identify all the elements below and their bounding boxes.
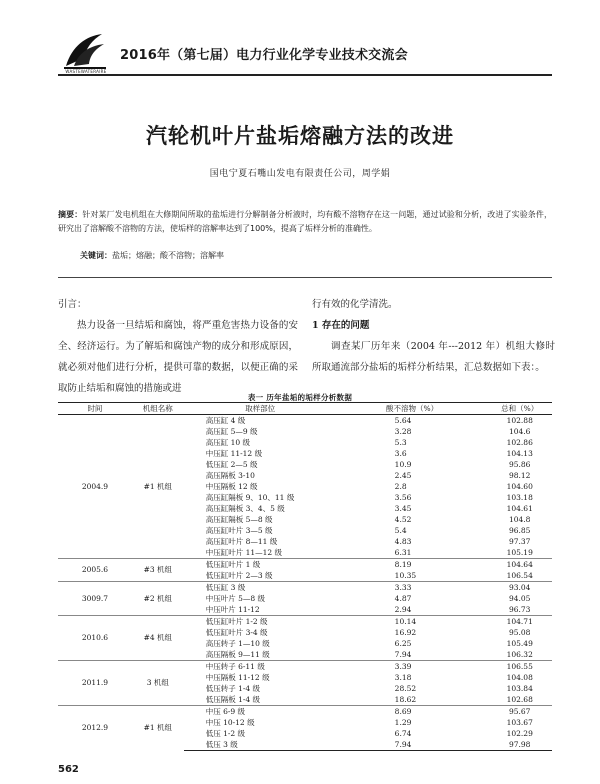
col-header-total: 总和（%）: [487, 403, 552, 415]
cell-part: 高压隔板 3-10: [205, 470, 255, 480]
section-rule: [58, 277, 552, 278]
cell-insoluble: 3.39: [337, 661, 488, 673]
cell-insoluble: 5.64: [394, 415, 412, 425]
cell-part: 低压隔板 1-4 级: [205, 694, 261, 704]
cell-part: 高压缸隔板 9、10、11 级: [205, 492, 295, 502]
section-1-paragraph: 调查某厂历年来（2004 年---2012 年）机组大修时所取通流部分盐垢的垢样分析结果，汇总数据如下表：。: [312, 341, 555, 373]
keywords-text: 盐垢；熔融；酸不溶物；溶解率: [112, 251, 224, 260]
cell-unit: #1 机组: [143, 481, 173, 491]
cell-part: 低压 1-2 级: [205, 728, 246, 738]
cell-date: 2005.6: [58, 559, 132, 582]
table-row: [58, 415, 552, 427]
cell-part: 高压缸隔板 3、4、5 级: [205, 503, 285, 513]
header-rule: [58, 74, 552, 76]
cell-insoluble: 4.83: [394, 536, 412, 546]
logo-text: WASTEWATERAIRE: [65, 69, 107, 74]
keywords-label: 关键词：: [80, 251, 112, 260]
cell-insoluble: 4.52: [394, 514, 412, 524]
cell-date: 2010.6: [58, 616, 132, 661]
cell-insoluble: 3.18: [394, 672, 412, 682]
cell-insoluble: 18.62: [394, 694, 417, 704]
cell-unit: #2 机组: [132, 582, 184, 616]
cell-total: 104.60: [506, 481, 533, 491]
cell-part: 低压缸 2—5 级: [205, 459, 258, 469]
cell-insoluble: 3.28: [394, 426, 412, 436]
cell-total: 106.55: [487, 661, 552, 673]
paper-title: 汽轮机叶片盐垢熔融方法的改进: [146, 124, 454, 148]
cell-total: 104.6: [508, 426, 531, 436]
cell-total: 102.29: [506, 728, 533, 738]
cell-total: 104.13: [506, 448, 533, 458]
cell-total: 95.08: [508, 627, 531, 637]
cell-insoluble: 8.19: [337, 559, 488, 571]
table-row: [58, 559, 552, 571]
table-row: [58, 582, 552, 594]
cell-total: 106.32: [506, 649, 533, 659]
cell-part: 高压缸隔板 5—8 级: [205, 514, 273, 524]
cell-total: 96.73: [508, 604, 531, 614]
col-header-part: 取样部位: [184, 403, 337, 415]
cell-part: 中压转子 6-11 级: [184, 661, 337, 673]
cell-total: 104.61: [506, 503, 533, 513]
col-header-insoluble: 酸不溶物（%）: [337, 403, 488, 415]
cell-date: 2004.9: [81, 481, 109, 491]
cell-unit: #3 机组: [132, 559, 184, 582]
cell-part: 低压缸叶片 2—3 级: [205, 570, 273, 580]
left-column: [58, 294, 298, 399]
cell-insoluble: 16.92: [394, 627, 417, 637]
abstract-label: 摘要：: [58, 210, 83, 219]
cell-insoluble: 4.87: [394, 593, 412, 603]
cell-total: 94.05: [508, 593, 531, 603]
cell-part: 低压缸叶片 3-4 级: [205, 627, 268, 637]
cell-date: 3009.7: [58, 582, 132, 616]
cell-total: 95.86: [508, 459, 531, 469]
cell-part: 中压 10-12 级: [205, 717, 255, 727]
cell-part: 高压缸叶片 8—11 级: [205, 536, 278, 546]
keywords: [80, 250, 224, 261]
cell-part: 高压转子 1—10 级: [205, 638, 270, 648]
cell-part: 中压隔板 12 级: [205, 481, 258, 491]
intro-continuation: 行有效的化学清洗。: [312, 299, 398, 310]
cell-total: 105.49: [506, 638, 533, 648]
conference-logo: [62, 28, 108, 72]
cell-insoluble: 3.56: [394, 492, 412, 502]
cell-part: 低压缸叶片 1 级: [184, 559, 337, 571]
cell-insoluble: 5.3: [394, 437, 407, 447]
cell-insoluble: 2.45: [394, 470, 412, 480]
cell-part: 中压缸叶片 11—12 级: [205, 547, 283, 557]
cell-insoluble: 2.8: [394, 481, 407, 491]
cell-unit: 3 机组: [132, 661, 184, 706]
cell-total: 98.12: [508, 470, 531, 480]
cell-insoluble: 10.9: [394, 459, 412, 469]
scale-analysis-table: [58, 402, 552, 751]
cell-unit: #1 机组: [132, 706, 184, 751]
cell-total: 97.98: [487, 739, 552, 751]
table-header-row: [58, 403, 552, 415]
table-row: [58, 616, 552, 628]
page-number: 562: [58, 764, 79, 775]
cell-total: 102.86: [506, 437, 533, 447]
cell-date: 2012.9: [58, 706, 132, 751]
cell-total: 104.64: [487, 559, 552, 571]
col-header-unit: 机组名称: [132, 403, 184, 415]
table-row: [58, 661, 552, 673]
cell-insoluble: 7.94: [337, 739, 488, 751]
cell-total: 102.88: [506, 415, 533, 425]
cell-total: 97.37: [508, 536, 531, 546]
cell-insoluble: 5.4: [394, 525, 407, 535]
cell-insoluble: 6.31: [394, 547, 412, 557]
cell-total: 106.54: [506, 570, 533, 580]
conference-title: 2016年（第七届）电力行业化学专业技术交流会: [120, 48, 408, 63]
cell-part: 中压隔板 11-12 级: [205, 672, 270, 682]
cell-part: 高压缸 4 级: [205, 415, 246, 425]
cell-part: 中压 6-9 级: [184, 706, 337, 718]
cell-part: 高压缸 10 级: [205, 437, 251, 447]
col-header-date: 时间: [58, 403, 132, 415]
cell-insoluble: 1.29: [394, 717, 412, 727]
cell-part: 中压叶片 11-12: [205, 604, 260, 614]
intro-paragraph: 热力设备一旦结垢和腐蚀，将严重危害热力设备的安全、经济运行。为了解垢和腐蚀产物的成分和形成原因，就必须对他们进行分析，提供可靠的数据，以便正确的采取防止结垢和腐蚀的措施或进: [58, 320, 298, 394]
table-row: [58, 706, 552, 718]
cell-insoluble: 6.74: [394, 728, 412, 738]
cell-insoluble: 3.33: [337, 582, 488, 594]
abstract: [58, 208, 552, 236]
cell-total: 104.71: [487, 616, 552, 628]
right-column: [312, 294, 555, 378]
cell-insoluble: 10.14: [337, 616, 488, 628]
cell-total: 104.08: [506, 672, 533, 682]
cell-unit: #4 机组: [132, 616, 184, 661]
cell-part: 中压叶片 5—8 级: [205, 593, 266, 603]
cell-insoluble: 3.6: [394, 448, 407, 458]
cell-total: 95.67: [487, 706, 552, 718]
cell-insoluble: 3.45: [394, 503, 412, 513]
cell-part: 低压转子 1-4 级: [205, 683, 261, 693]
cell-total: 105.19: [506, 547, 533, 557]
cell-part: 低压 3 级: [184, 739, 337, 751]
cell-part: 高压缸 5—9 级: [205, 426, 258, 436]
cell-part: 低压缸叶片 1-2 级: [184, 616, 337, 628]
cell-part: 低压缸 3 级: [184, 582, 337, 594]
cell-total: 103.18: [506, 492, 533, 502]
intro-heading: 引言：: [58, 299, 87, 310]
table-caption: 表一 历年盐垢的垢样分析数据: [247, 393, 353, 402]
cell-insoluble: 8.69: [337, 706, 488, 718]
cell-total: 103.84: [506, 683, 533, 693]
cell-insoluble: 7.94: [394, 649, 412, 659]
cell-insoluble: 28.52: [394, 683, 417, 693]
section-1-heading: 1 存在的问题: [312, 320, 370, 331]
cell-total: 103.67: [506, 717, 533, 727]
cell-total: 93.04: [487, 582, 552, 594]
abstract-text: 针对某厂发电机组在大修期间所取的盐垢进行分解制备分析液时，均有酸不溶物存在这一问题，通过试验和分析，改进了实验条件，研究出了溶解酸不溶物的方法，使垢样的溶解率达到了100%，提高了垢样分析的准确性。: [58, 210, 553, 233]
paper-authors: 国电宁夏石嘴山发电有限责任公司，周学娟: [209, 169, 391, 179]
cell-date: 2011.9: [58, 661, 132, 706]
cell-total: 96.85: [508, 525, 531, 535]
cell-total: 104.8: [508, 514, 531, 524]
cell-part: 中压缸 11-12 级: [205, 448, 263, 458]
cell-insoluble: 6.25: [394, 638, 412, 648]
cell-part: 高压缸叶片 3—5 级: [205, 525, 273, 535]
cell-insoluble: 10.35: [394, 570, 417, 580]
cell-total: 102.68: [506, 694, 533, 704]
cell-insoluble: 2.94: [394, 604, 412, 614]
cell-part: 高压隔板 9—11 级: [205, 649, 270, 659]
